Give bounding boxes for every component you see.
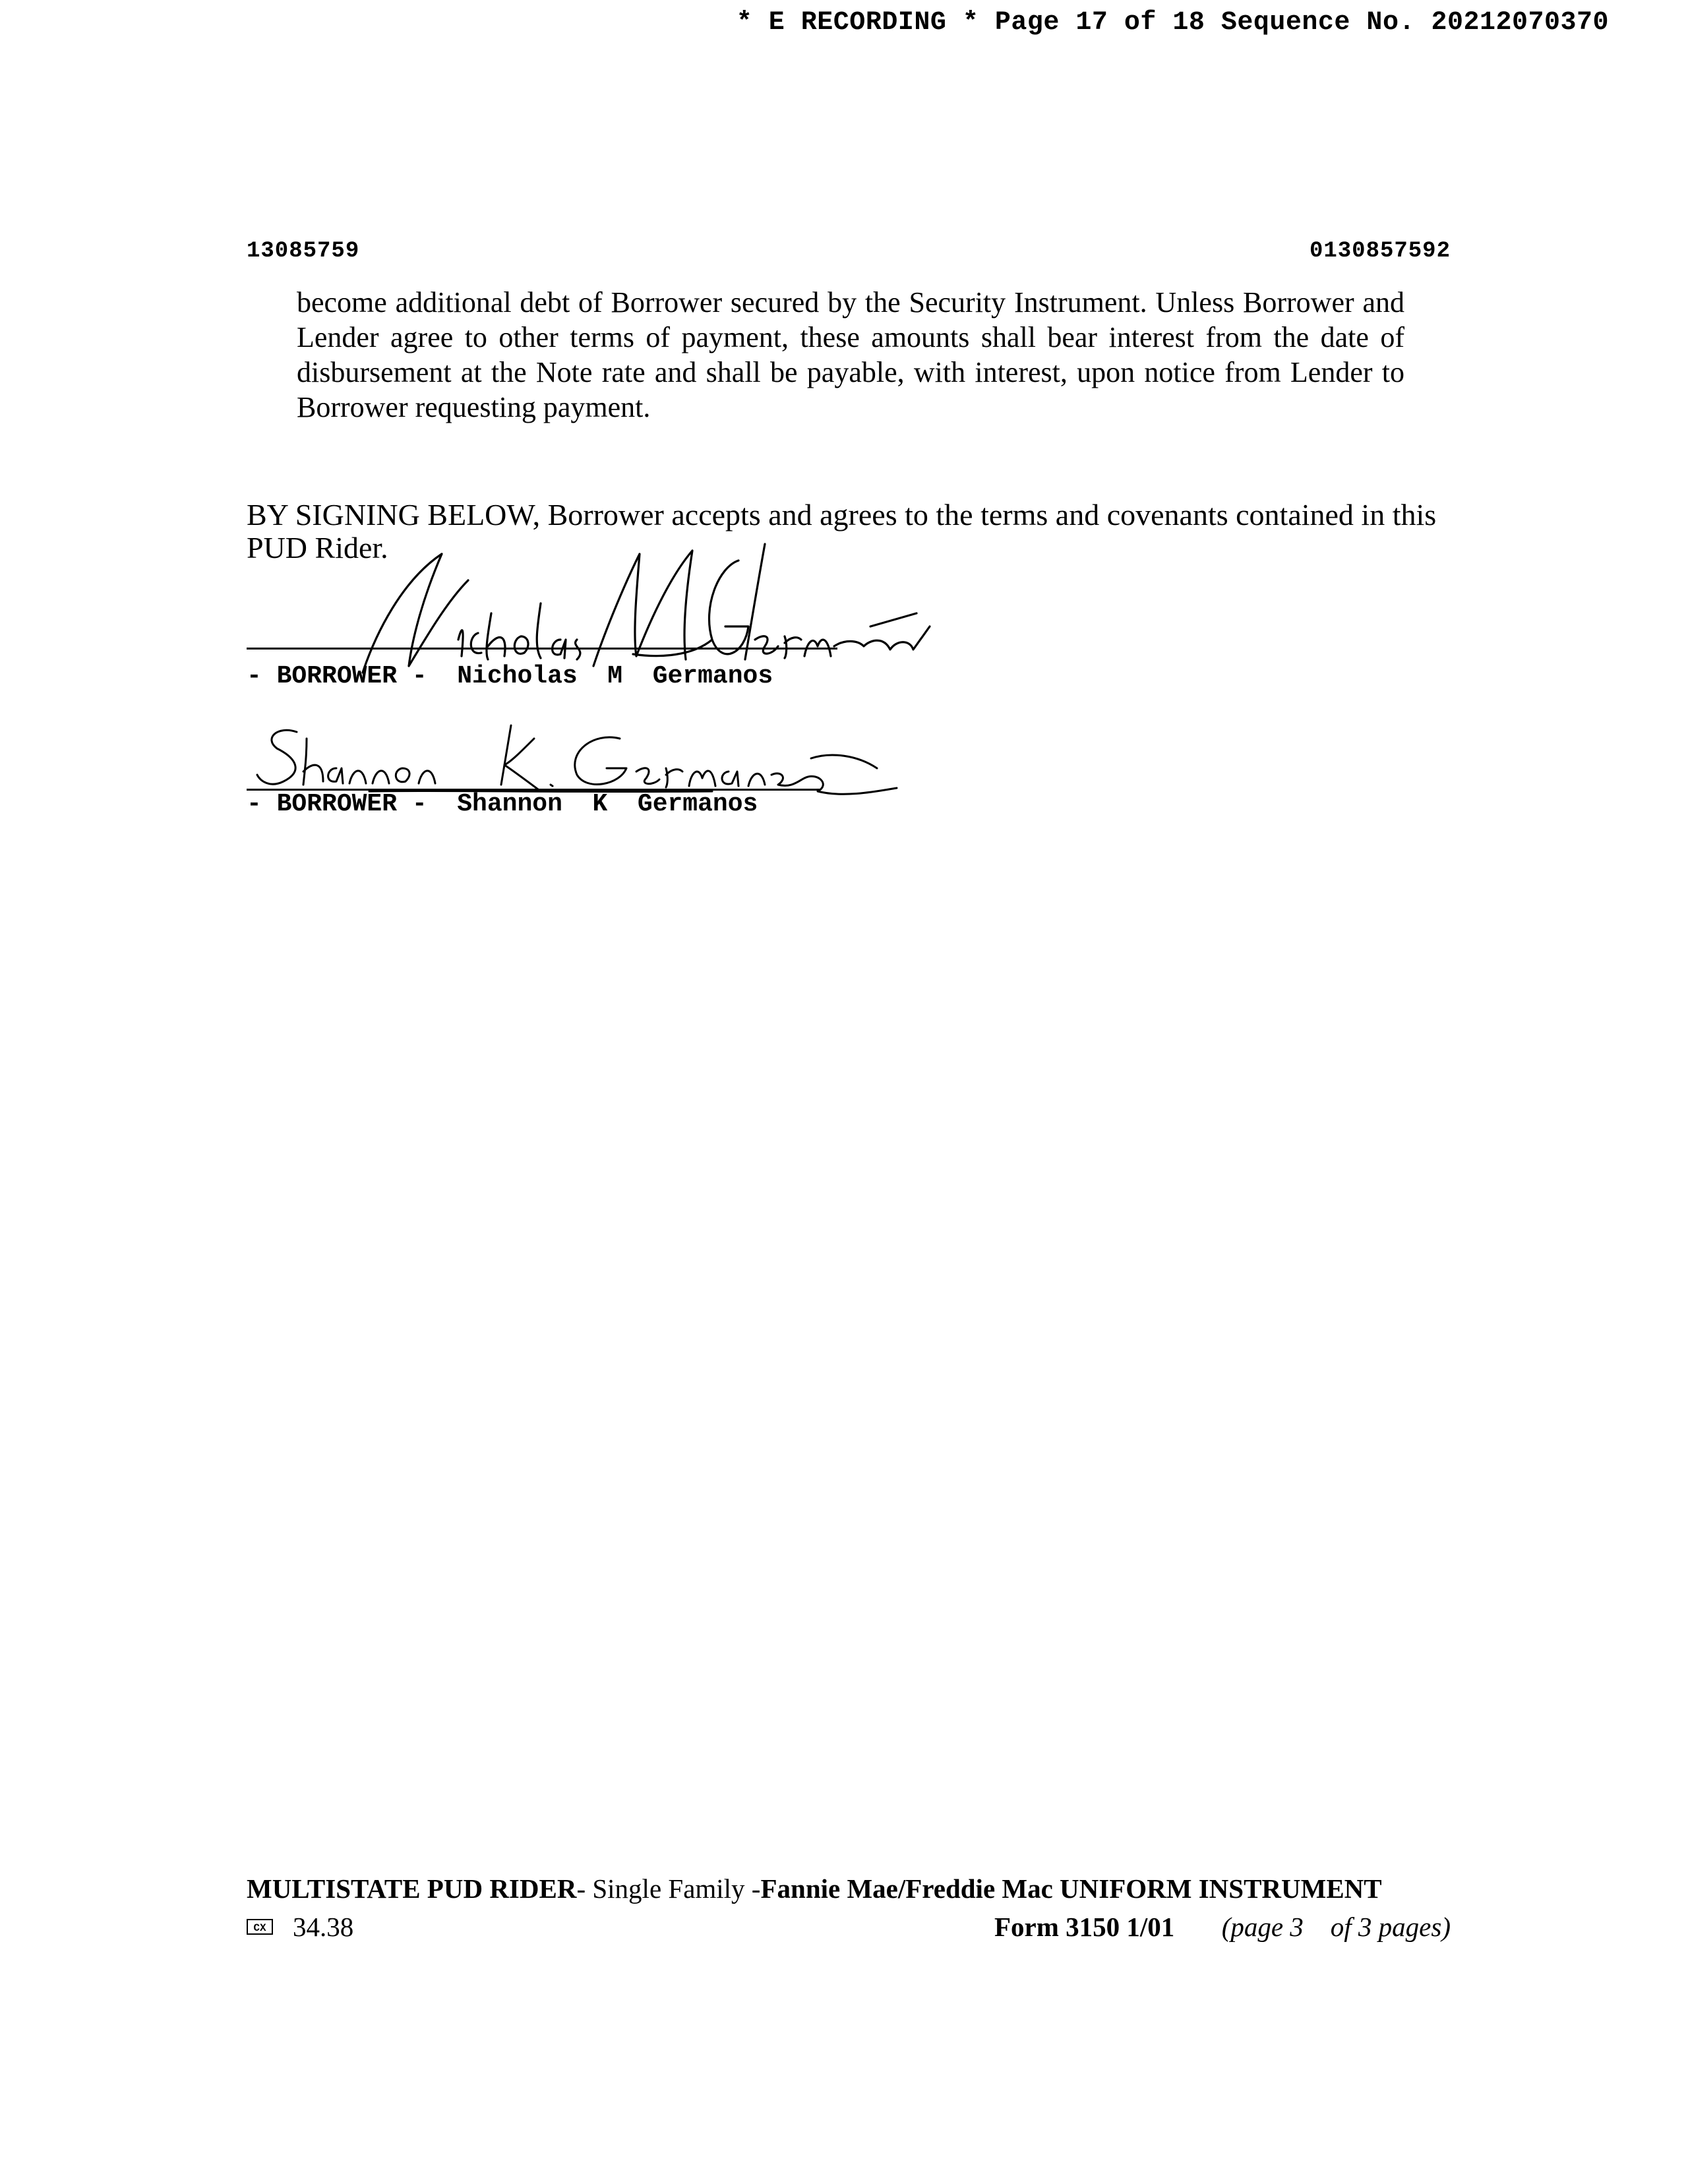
form-title-bold-2: Fannie Mae/Freddie Mac UNIFORM INSTRUMENT xyxy=(760,1873,1382,1904)
form-title-bold-1: MULTISTATE PUD RIDER xyxy=(247,1873,577,1904)
borrower-caption-2: - BORROWER - Shannon K Germanos xyxy=(247,790,758,818)
signing-statement: BY SIGNING BELOW, Borrower accepts and agrees to the terms and covenants contained in this PUD Rider. xyxy=(247,498,1437,564)
signature-nicholas xyxy=(343,541,844,679)
signature-line-1 xyxy=(247,648,837,650)
body-paragraph: become additional debt of Borrower secured by the Security Instrument. Unless Borrower and Lender agree to other terms of payment, these amounts shall bear interest from the date of disbursement at the Note rate and shall be payable, with interest, upon notice from Lender to Borrower requesting payment. xyxy=(297,286,1404,423)
form-code: 34.38 xyxy=(293,1912,354,1942)
loan-number-left: 13085759 xyxy=(247,239,360,264)
recording-header: * E RECORDING * Page 17 of 18 Sequence No. 20212070370 xyxy=(736,8,1609,38)
form-number: Form 3150 1/01 xyxy=(994,1912,1175,1942)
page-indicator: (page 3 of 3 pages) xyxy=(1221,1912,1451,1942)
form-title-regular: - Single Family - xyxy=(576,1873,761,1904)
loan-number-right: 0130857592 xyxy=(1309,239,1451,264)
form-title xyxy=(247,1873,1382,1904)
signature-shannon xyxy=(251,719,903,798)
borrower-caption-1: - BORROWER - Nicholas M Germanos xyxy=(247,662,773,690)
form-cx-icon: CX xyxy=(247,1919,273,1935)
